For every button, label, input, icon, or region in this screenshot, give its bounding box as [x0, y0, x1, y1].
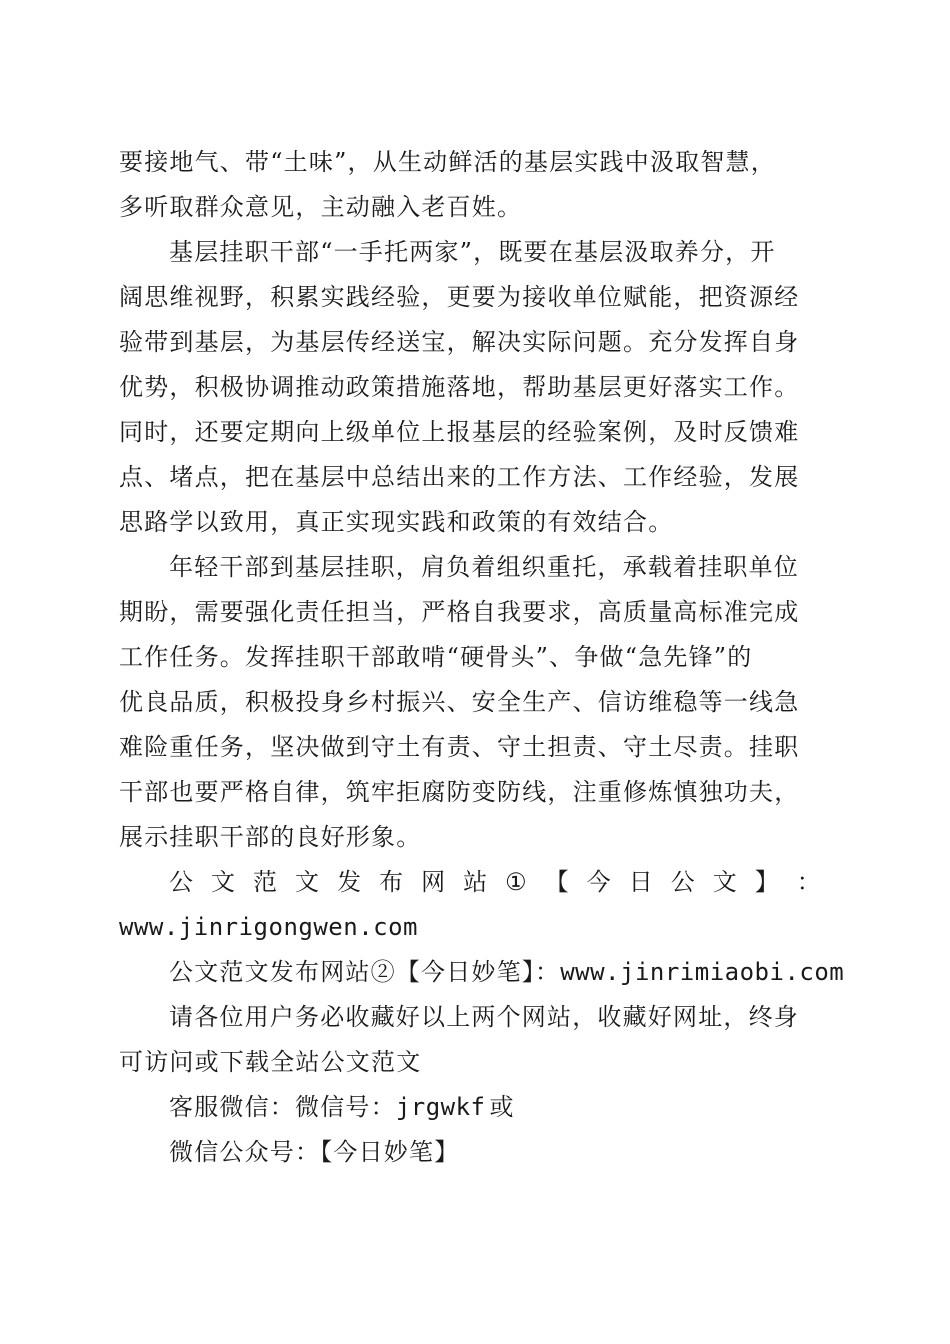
site-1-char: 文 [712, 868, 738, 896]
site-2-block [119, 950, 845, 995]
site-1-url[interactable]: www.jinrigongwen.com [119, 913, 418, 941]
site-1-label [119, 860, 822, 905]
paragraph-line: 要接地气、带“土味”，从生动鲜活的基层实践中汲取智慧， [119, 148, 776, 176]
site-1-char: ① [505, 868, 528, 896]
paragraph-line: 基层挂职干部“一手托两家”，既要在基层汲取养分，开 [169, 238, 776, 266]
paragraph-line: 难险重任务，坚决做到守土有责、守土担责、守土尽责。挂职 [119, 733, 800, 761]
site-1-char: 站 [463, 868, 489, 896]
document-body [119, 140, 845, 1175]
paragraph-line: 优良品质，积极投身乡村振兴、安全生产、信访维稳等一线急 [119, 688, 800, 716]
site-1-char: 网 [421, 868, 447, 896]
site-2-url[interactable]: www.jinrimiaobi.com [560, 958, 845, 986]
site-1-char: 范 [253, 868, 279, 896]
site-1-char: 今 [586, 868, 612, 896]
service-label: 客服微信：微信号： [169, 1093, 396, 1121]
official-account-line: 微信公众号：【今日妙笔】 [169, 1138, 460, 1166]
site-2-line [119, 950, 845, 995]
paragraph-2 [119, 230, 822, 545]
paragraph-line: 工作任务。发挥挂职干部敢啃“硬骨头”、争做“急先锋”的 [119, 643, 753, 671]
paragraph-line: 年轻干部到基层挂职，肩负着组织重托，承载着挂职单位 [169, 553, 799, 581]
paragraph-line: 干部也要严格自律，筑牢拒腐防变防线，注重修炼慎独功夫， [119, 778, 800, 806]
site-1-char: 文 [295, 868, 321, 896]
site-1-char: 公 [169, 868, 195, 896]
paragraph-line: 优势，积极协调推动政策措施落地，帮助基层更好落实工作。 [119, 373, 800, 401]
paragraph-line: 展示挂职干部的良好形象。 [119, 823, 422, 851]
site-1-char: 发 [337, 868, 363, 896]
service-suffix: 或 [489, 1093, 515, 1121]
paragraph-3 [119, 545, 822, 860]
notice-block [119, 995, 822, 1085]
service-block [119, 1085, 822, 1130]
site-1-char: 】 [754, 868, 780, 896]
official-account-block [119, 1130, 822, 1175]
notice-line: 可访问或下载全站公文范文 [119, 1048, 422, 1076]
site-1-char: 【 [544, 868, 570, 896]
site-1-char: ： [796, 868, 822, 896]
site-1-char: 布 [379, 868, 405, 896]
site-1-char: 文 [211, 868, 237, 896]
site-2-label: 公文范文发布网站②【今日妙笔】： [169, 958, 561, 986]
paragraph-line: 多听取群众意见，主动融入老百姓。 [119, 193, 523, 221]
paragraph-line: 思路学以致用，真正实现实践和政策的有效结合。 [119, 508, 674, 536]
paragraph-line: 点、堵点，把在基层中总结出来的工作方法、工作经验，发展 [119, 463, 800, 491]
paragraph-line: 验带到基层，为基层传经送宝，解决实际问题。充分发挥自身 [119, 328, 800, 356]
paragraph-line: 同时，还要定期向上级单位上报基层的经验案例，及时反馈难 [119, 418, 800, 446]
paragraph-line: 阔思维视野，积累实践经验，更要为接收单位赋能，把资源经 [119, 283, 800, 311]
service-line [119, 1085, 822, 1130]
paragraph-1 [119, 140, 822, 230]
service-wechat-id: jrgwkf [395, 1093, 486, 1121]
paragraph-line: 期盼，需要强化责任担当，严格自我要求，高质量高标准完成 [119, 598, 800, 626]
site-1-char: 日 [628, 868, 654, 896]
notice-line: 请各位用户务必收藏好以上两个网站，收藏好网址，终身 [169, 1003, 799, 1031]
site-1-block [119, 860, 822, 950]
site-1-char: 公 [670, 868, 696, 896]
